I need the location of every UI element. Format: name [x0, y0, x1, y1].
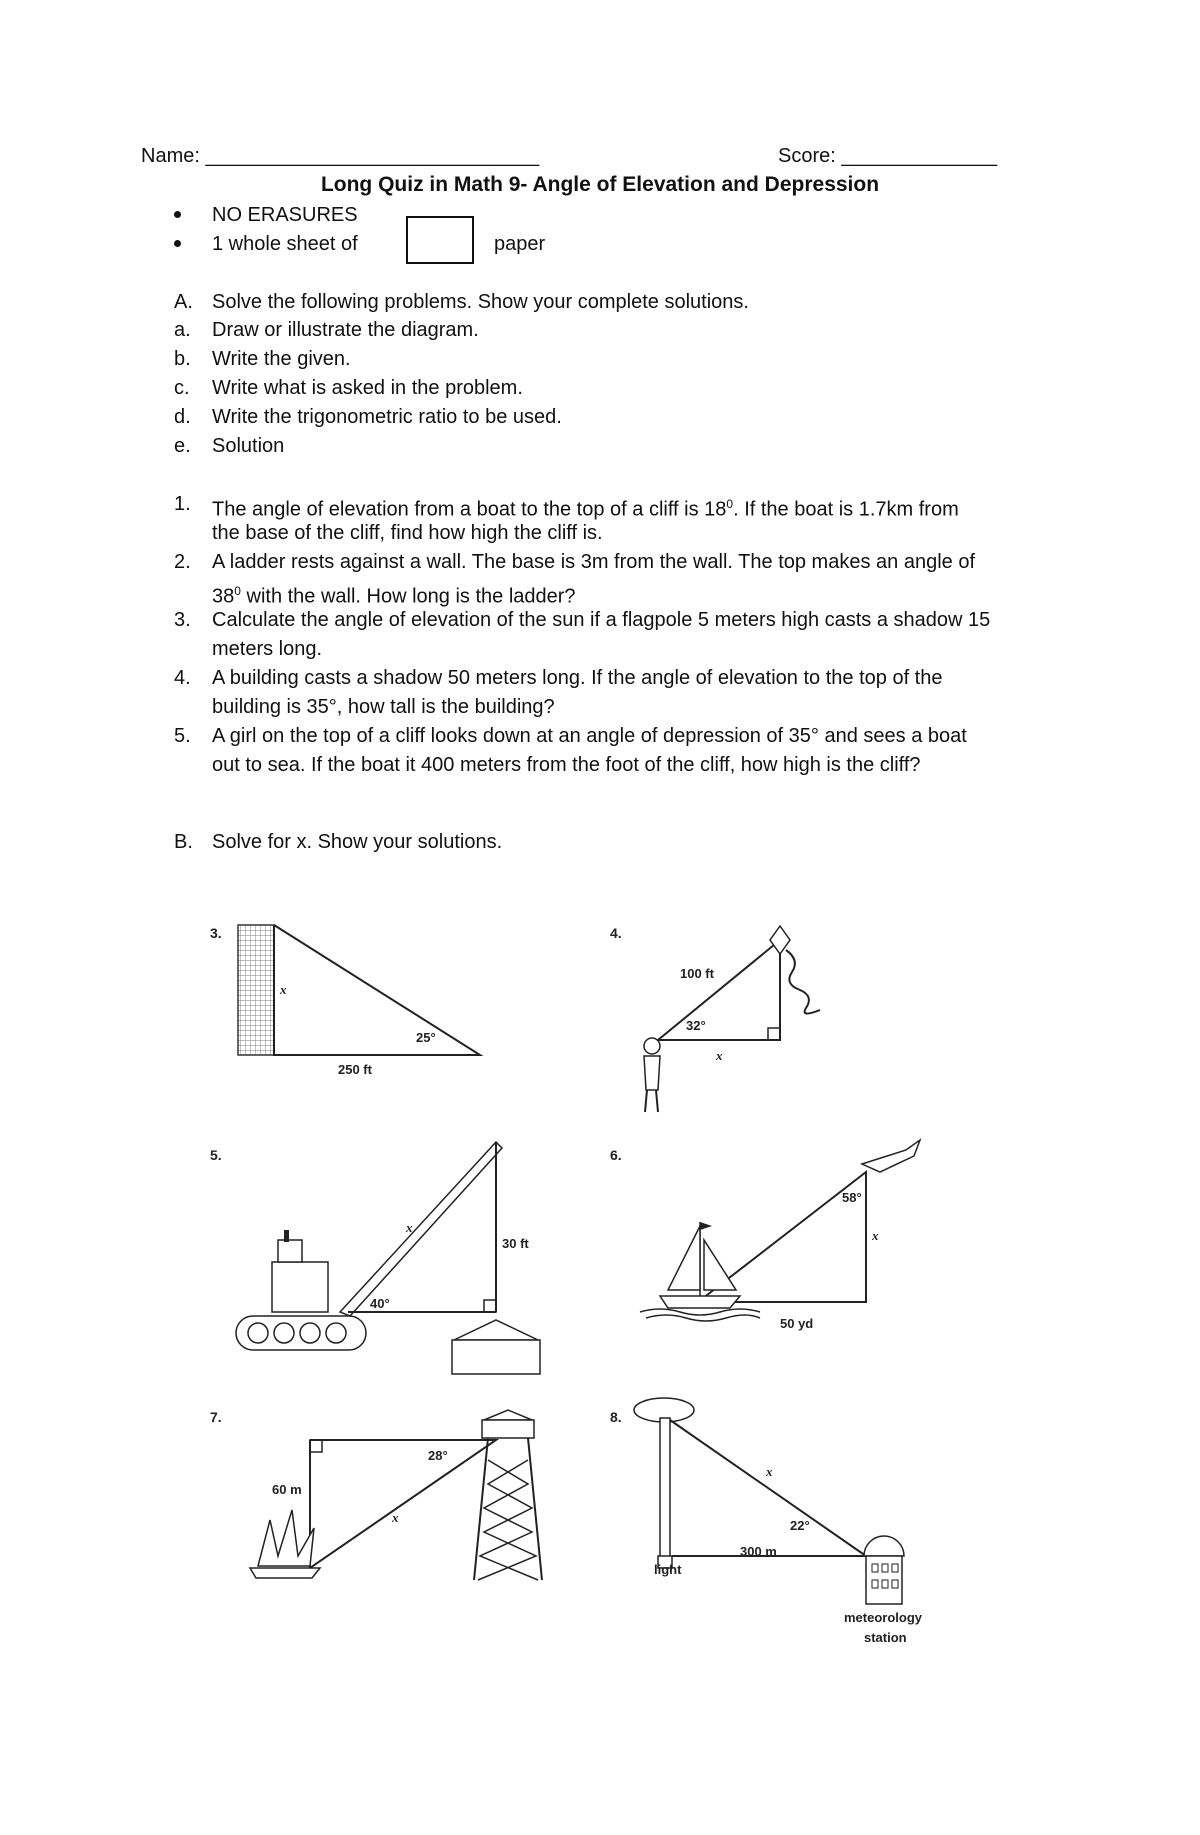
- crane-cab-shape: [272, 1262, 328, 1312]
- right-angle-mark: [484, 1300, 496, 1312]
- water-wave: [640, 1309, 760, 1315]
- step-marker: d.: [174, 406, 191, 428]
- problem-5-line-1: A girl on the top of a cliff looks down at an angle of depression of 35° and sees a boat: [212, 725, 967, 747]
- base-label: 300 m: [740, 1544, 777, 1559]
- angle-label: 25°: [416, 1030, 436, 1045]
- score-label: Score:: [778, 145, 836, 167]
- name-label: Name:: [141, 145, 200, 167]
- water-wave: [646, 1315, 760, 1321]
- angle-label: 22°: [790, 1518, 810, 1533]
- step-marker: b.: [174, 348, 191, 370]
- step-text: Write the trigonometric ratio to be used.: [212, 406, 562, 428]
- part-a-marker: A.: [174, 291, 193, 313]
- figure-7: [210, 1409, 542, 1580]
- person-body-icon: [644, 1056, 660, 1090]
- boat-sail-left: [668, 1226, 700, 1290]
- figure-number: 5.: [210, 1147, 222, 1163]
- problem-marker: 4.: [174, 667, 191, 689]
- step-marker: a.: [174, 319, 191, 341]
- page-title: Long Quiz in Math 9- Angle of Elevation and Depression: [320, 173, 880, 196]
- person-legs-icon: [645, 1090, 658, 1112]
- problem-2-line-1: A ladder rests against a wall. The base is 3m from the wall. The top makes an angle of: [212, 551, 975, 573]
- airplane-icon: [862, 1140, 920, 1172]
- step-text: Write the given.: [212, 348, 351, 370]
- tower-cabin-shape: [482, 1420, 534, 1438]
- part-b-marker: B.: [174, 831, 193, 853]
- person-head-icon: [644, 1038, 660, 1054]
- light-label: light: [654, 1562, 682, 1577]
- right-angle-mark: [310, 1440, 322, 1452]
- score-line: ______________: [841, 145, 998, 167]
- bullet-no-erasures: NO ERASURES: [212, 204, 358, 226]
- hyp-label: x: [406, 1220, 413, 1235]
- figure-3: [210, 925, 480, 1077]
- crane-boom-shape: [340, 1142, 502, 1316]
- step-text: Write what is asked in the problem.: [212, 377, 523, 399]
- problem-marker: 3.: [174, 609, 191, 631]
- figure-number: 4.: [610, 925, 622, 941]
- base-label: x: [716, 1048, 723, 1063]
- part-a-heading: Solve the following problems. Show your complete solutions.: [212, 291, 749, 313]
- brush-base: [250, 1568, 320, 1578]
- height-label: 60 m: [272, 1482, 302, 1497]
- hyp-label: 100 ft: [680, 966, 714, 981]
- problem-4-line-1: A building casts a shadow 50 meters long. If the angle of elevation to the top of the: [212, 667, 943, 689]
- track-wheel: [300, 1323, 320, 1343]
- figure-number: 8.: [610, 1409, 622, 1425]
- base-label: 250 ft: [338, 1062, 372, 1077]
- load-cables: [454, 1320, 538, 1340]
- tower-roof-shape: [484, 1410, 532, 1420]
- track-wheel: [274, 1323, 294, 1343]
- building-shape: [238, 925, 274, 1055]
- problem-2-line-2: $38^0$ with the wall. How long is the ladder?: [212, 584, 576, 608]
- figure-4: [610, 925, 820, 1112]
- station-dome-shape: [864, 1536, 904, 1556]
- station-label: station: [864, 1630, 907, 1645]
- hyp-label: x: [766, 1464, 773, 1479]
- figure-number: 7.: [210, 1409, 222, 1425]
- part-b-heading: Solve for x. Show your solutions.: [212, 831, 503, 853]
- side-label: x: [872, 1228, 879, 1243]
- problem-marker: 1.: [174, 493, 191, 515]
- problem-4-line-2: building is 35°, how tall is the building?: [212, 696, 555, 718]
- hyp-line-8: [670, 1420, 866, 1556]
- step-text: Draw or illustrate the diagram.: [212, 319, 479, 341]
- track-wheel: [326, 1323, 346, 1343]
- crane-load-shape: [452, 1340, 540, 1374]
- crane-exhaust-shape: [284, 1230, 289, 1242]
- fire-icon: [258, 1510, 314, 1566]
- figure-6: [610, 1140, 920, 1331]
- step-marker: e.: [174, 435, 191, 457]
- figure-number: 3.: [210, 925, 222, 941]
- triangle-7: [310, 1440, 496, 1568]
- base-label: 50 yd: [780, 1316, 814, 1331]
- hyp-label: x: [392, 1510, 399, 1525]
- right-angle-mark: [768, 1028, 780, 1040]
- side-label: x: [280, 982, 287, 997]
- angle-label: 28°: [428, 1448, 448, 1463]
- figure-5: [210, 1142, 540, 1374]
- bullet-whole-sheet: 1 whole sheet of: [212, 233, 358, 255]
- tower-legs: [474, 1438, 542, 1580]
- problem-1-line-1: The angle of elevation from a boat to the top of a cliff is $18^0$. If the boat is 1.7km from: [212, 497, 959, 521]
- height-label: 30 ft: [502, 1236, 529, 1251]
- figure-number: 6.: [610, 1147, 622, 1163]
- problem-5-line-2: out to sea. If the boat it 400 meters from the foot of the cliff, how high is the cliff?: [212, 754, 921, 776]
- step-text: Solution: [212, 435, 285, 457]
- angle-label: 58°: [842, 1190, 862, 1205]
- tower-lattice: [478, 1460, 538, 1580]
- problem-marker: 2.: [174, 551, 191, 573]
- problem-3-line-1: Calculate the angle of elevation of the sun if a flagpole 5 meters high casts a shadow 15: [212, 609, 991, 631]
- boat-hull-shape: [660, 1296, 740, 1308]
- name-line: ______________________________: [205, 145, 540, 167]
- problem-1-line-2: the base of the cliff, find how high the cliff is.: [212, 522, 603, 544]
- bullet-paper-word: paper: [494, 233, 546, 255]
- triangle-3: [274, 925, 480, 1055]
- step-marker: c.: [174, 377, 190, 399]
- boat-flag-icon: [700, 1222, 712, 1230]
- problem-marker: 5.: [174, 725, 191, 747]
- angle-label: 32°: [686, 1018, 706, 1033]
- problem-3-line-2: meters long.: [212, 638, 323, 660]
- boat-sail-right: [704, 1240, 736, 1290]
- angle-label: 40°: [370, 1296, 390, 1311]
- figure-8: [610, 1398, 923, 1645]
- track-wheel: [248, 1323, 268, 1343]
- triangle-4: [658, 940, 780, 1040]
- crane-roof-shape: [278, 1240, 302, 1262]
- light-pole-shape: [660, 1418, 670, 1558]
- station-label: meteorology: [844, 1610, 923, 1625]
- kite-tail-icon: [786, 950, 820, 1014]
